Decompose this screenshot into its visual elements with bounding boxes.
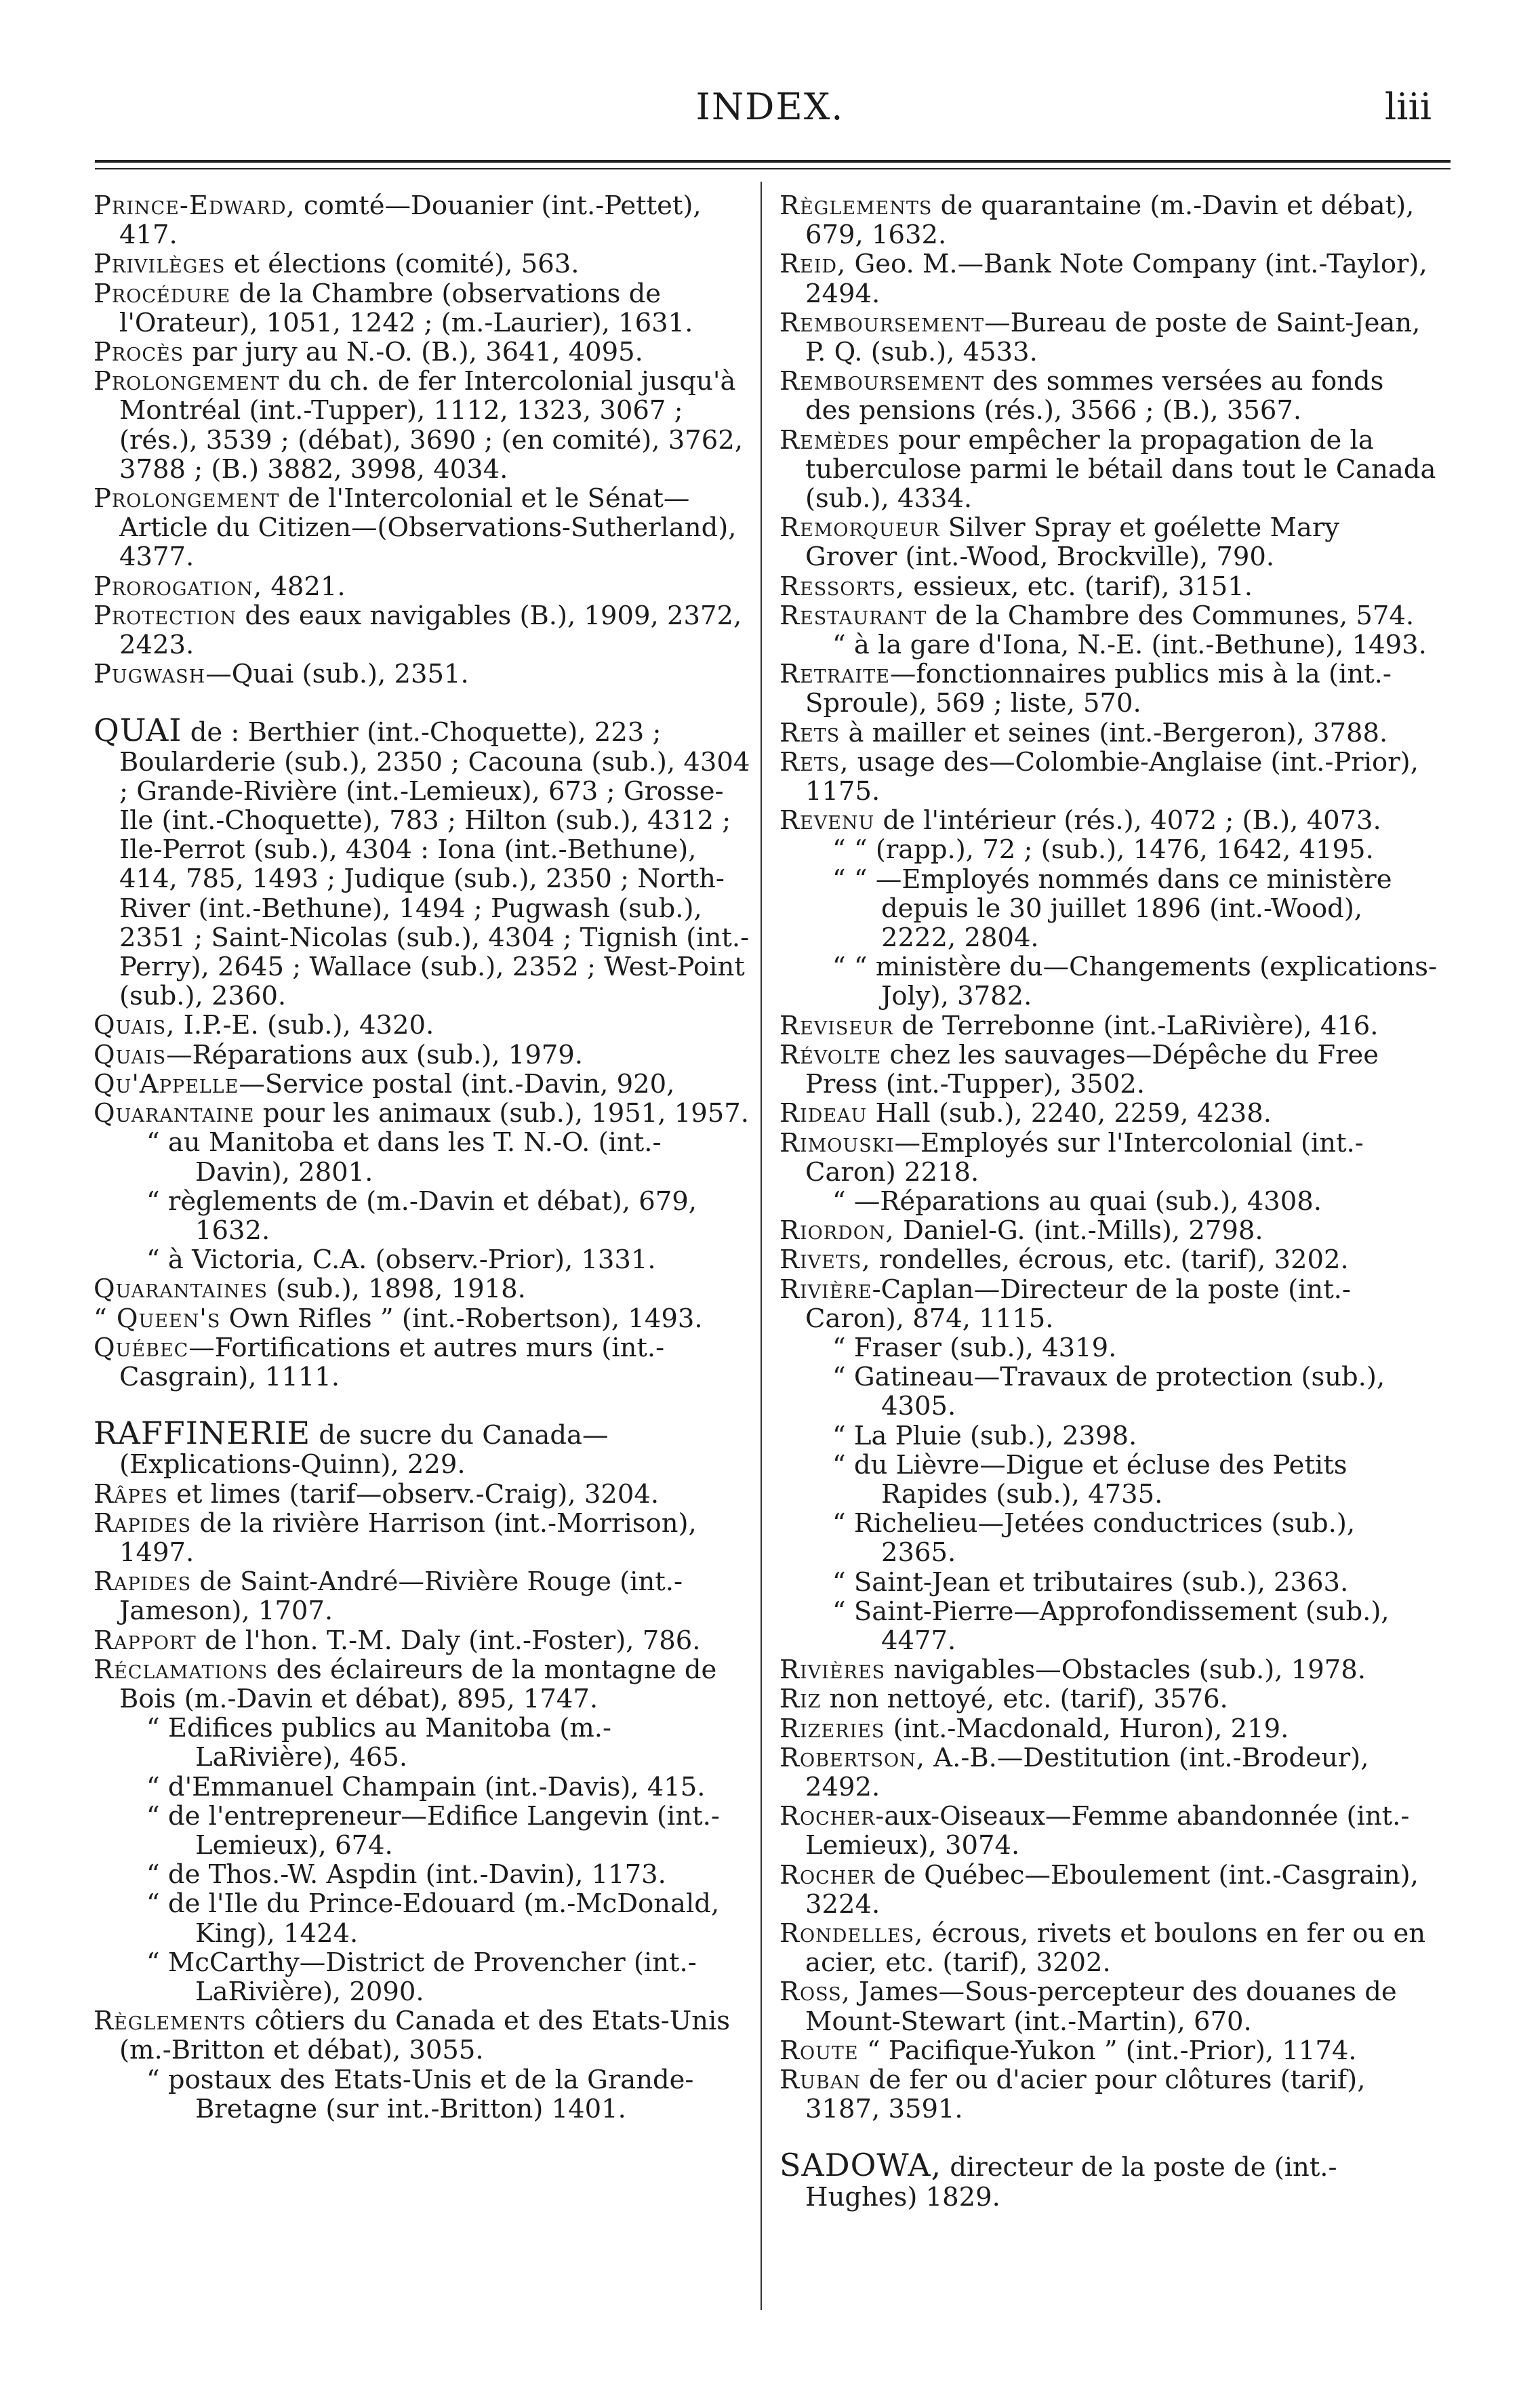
index-entry [779,1040,1437,1099]
entry-text: pour empêcher la propagation de la tuberculose parmi le bétail dans tout le Canada (sub.), 4334. [805,424,1436,514]
entry-keyword: Remboursement [779,307,985,338]
index-entry [779,426,1437,514]
entry-text: —Fortifications et autres murs (int.-Casgrain), 1111. [119,1332,665,1392]
index-entry [94,1626,751,1655]
entry-keyword: Quarantaines [94,1274,268,1305]
entry-text: “ règlements de (m.-Davin et débat), 679, 1632. [146,1186,697,1246]
entry-text: de l'hon. T.-M. Daly (int.-Foster), 786. [196,1625,701,1656]
entry-keyword: Rondelles, [779,1918,924,1949]
index-entry [94,1948,751,2006]
index-entry [779,660,1437,718]
index-entry [94,484,751,572]
entry-text: Geo. M.—Bank Note Company (int.-Taylor), 2494. [805,249,1427,309]
index-entry [779,601,1437,630]
right-column [779,191,1437,2212]
entry-keyword: Règlements [779,190,933,221]
entry-text: non nettoyé, etc. (tarif), 3576. [821,1684,1228,1715]
index-entry [779,1655,1437,1684]
entry-keyword: Rets, [779,746,849,777]
entry-keyword: Prince-Edward, [94,190,296,221]
entry-text: -aux-Oiseaux—Femme abandonnée (int.-Lemieux), 3074. [805,1801,1410,1861]
index-entry [779,2036,1437,2065]
entry-text: “ Pacifique-Yukon ” (int.-Prior), 1174. [858,2035,1357,2066]
index-entry [94,1567,751,1625]
index-entry [94,1415,751,1480]
entry-keyword: Reid, [779,249,847,280]
entry-text: de fer ou d'acier pour clôtures (tarif), 3187, 3591. [805,2065,1366,2125]
entry-keyword: Remboursement [779,366,985,397]
header-rule [95,160,1451,163]
index-entry [779,1362,1437,1421]
entry-keyword: Privilèges [94,249,226,280]
column-divider [761,182,762,2310]
entry-text: “ Saint-Jean et tributaires (sub.), 2363. [832,1566,1349,1598]
entry-text: “ Edifices publics au Manitoba (m.-LaRivière), 465. [146,1713,612,1773]
index-entry [94,601,751,660]
entry-keyword: Rocher [779,1801,876,1832]
entry-text: “ à la gare d'Iona, N.-E. (int.-Bethune), 1493. [832,630,1427,661]
entry-text: de sucre du Canada—(Explications-Quinn), 229. [119,1420,609,1480]
entry-text: de l'Intercolonial et le Sénat—Article du Citizen—(Observations-Sutherland), 4377. [119,483,737,573]
entry-text: chez les sauvages—Dépêche du Free Press (int.-Tupper), 3502. [805,1039,1379,1100]
entry-keyword: Rets [779,717,840,748]
index-entry [94,1070,751,1099]
entry-keyword: SADOWA, [779,2147,942,2184]
index-entry [779,513,1437,571]
index-entry [779,1597,1437,1655]
page-title: INDEX. [695,85,845,128]
entry-text: des eaux navigables (B.), 1909, 2372, 2423. [119,600,742,661]
index-entry [779,1333,1437,1362]
page-header [0,85,1540,140]
entry-keyword: Prorogation, [94,571,263,602]
index-entry [94,1889,751,1947]
index-entry [779,835,1437,864]
entry-keyword: Prolongement [94,483,280,514]
index-entry [94,660,751,689]
entry-text: “ de l'entrepreneur—Edifice Langevin (int.-Lemieux), 674. [146,1800,720,1861]
index-entry [779,630,1437,660]
entry-text: des éclaireurs de la montagne de Bois (m.-Davin et débat), 895, 1747. [119,1654,717,1714]
entry-text: de Saint-André—Rivière Rouge (int.-Jameson), 1707. [119,1566,683,1627]
index-entry [779,1861,1437,1919]
index-entry [779,1421,1437,1451]
entry-text: de quarantaine (m.-Davin et débat), 679, 1632. [805,190,1415,251]
entry-keyword: Règlements [94,2006,247,2037]
entry-text: I.P.-E. (sub.), 4320. [175,1010,434,1041]
index-entry [779,1714,1437,1743]
index-entry [94,1655,751,1714]
entry-text: par jury au N.-O. (B.), 3641, 4095. [184,337,643,368]
entry-text: Own Rifles ” (int.-Robertson), 1493. [220,1303,703,1334]
entry-text: —Quai (sub.), 2351. [205,659,469,690]
section-gap [94,689,751,716]
entry-text: “ La Pluie (sub.), 2398. [832,1420,1137,1451]
entry-keyword: Reviseur [779,1010,894,1041]
entry-text: “ “ (rapp.), 72 ; (sub.), 1476, 1642, 4195. [832,834,1374,866]
entry-text: directeur de la poste de (int.-Hughes) 1829. [805,2152,1337,2212]
entry-keyword: QUAI [94,712,182,749]
index-entry [779,748,1437,806]
entry-keyword: Riz [779,1684,822,1715]
entry-keyword: Râpes [94,1478,168,1510]
entry-keyword: Rivière [779,1274,872,1305]
entry-text: “ “ —Employés nommés dans ce ministère depuis le 30 juillet 1896 (int.-Wood), 2222, 2804. [832,864,1392,954]
entry-keyword: Rapides [94,1507,192,1539]
index-entry [779,719,1437,748]
index-entry [94,1040,751,1070]
index-entry [94,249,751,279]
left-column [94,191,751,2124]
entry-text: —Réparations aux (sub.), 1979. [166,1039,584,1070]
index-entry [779,308,1437,367]
index-entry [94,279,751,338]
entry-text: “ de Thos.-W. Aspdin (int.-Davin), 1173. [146,1859,666,1890]
entry-text: “ du Lièvre—Digue et écluse des Petits Rapides (sub.), 4735. [832,1449,1348,1510]
entry-text: à mailler et seines (int.-Bergeron), 3788. [840,717,1388,748]
index-entry [779,1509,1437,1567]
entry-keyword: Qu'Appelle [94,1068,239,1099]
index-entry [94,1480,751,1509]
index-entry [94,338,751,367]
index-entry [779,1802,1437,1860]
index-entry [779,1743,1437,1802]
entry-keyword: Réclamations [94,1654,268,1685]
entry-keyword: Restaurant [779,600,927,631]
entry-text: “ postaux des Etats-Unis et de la Grande-Bretagne (sur int.-Britton) 1401. [146,2064,694,2124]
entry-text: “ Saint-Pierre—Approfondissement (sub.), 4477. [832,1596,1390,1656]
index-entry [779,2065,1437,2124]
entry-text: du ch. de fer Intercolonial jusqu'à Montréal (int.-Tupper), 1112, 1323, 3067 ; (rés.), 3539 ; (débat), 3690 ; (en comité), 3762, 3788 ; (B.) 3882, 3998, 4034. [119,366,743,485]
entry-text: “ à Victoria, C.A. (observ.-Prior), 1331. [146,1244,656,1276]
entry-text: —Service postal (int.-Davin, 920, [239,1068,675,1099]
entry-text: “ de l'Ile du Prince-Edouard (m.-McDonald, King), 1424. [146,1888,720,1949]
entry-text: (sub.), 1898, 1918. [267,1274,526,1305]
entry-text: pour les animaux (sub.), 1951, 1957. [254,1098,749,1129]
entry-text: de : Berthier (int.-Choquette), 223 ; Boularderie (sub.), 2350 ; Cacouna (sub.), 4304 ; Grande-Rivière (int.-Lemieux), 673 ; Grosse-Ile (int.-Choquette), 783 ; Hilton (sub.), 4312 ; Ile-Perrot (sub.), 4304 : Iona (int.-Bethune), 414, 785, 1493 ; Judique (sub.), 2350 ; North-River (int.-Bethune), 1494 ; Pugwash (sub.), 2351 ; Saint-Nicolas (sub.), 4304 ; Tignish (int.-Perry), 2645 ; Wallace (sub.), 2352 ; West-Point (sub.), 2360. [119,717,750,1012]
index-entry [94,1333,751,1392]
entry-keyword: Procès [94,337,184,368]
entry-keyword: Rivets, [779,1244,871,1276]
index-entry [779,1684,1437,1714]
index-entry [779,1568,1437,1597]
entry-text: de l'intérieur (rés.), 4072 ; (B.), 4073. [874,805,1381,836]
entry-text: de la rivière Harrison (int.-Morrison), 1497. [119,1507,697,1568]
entry-keyword: Rapides [94,1566,192,1598]
entry-text: —Employés sur l'Intercolonial (int.-Caron) 2218. [805,1127,1364,1188]
entry-text: Daniel-G. (int.-Mills), 2798. [894,1215,1263,1247]
entry-text: Hall (sub.), 2240, 2259, 4238. [867,1098,1272,1129]
entry-text: Silver Spray et goélette Mary Grover (int.-Wood, Brockville), 790. [805,512,1339,573]
entry-text: de la Chambre des Communes, 574. [927,600,1415,631]
entry-keyword: RAFFINERIE [94,1415,311,1452]
entry-text: essieux, etc. (tarif), 3151. [904,571,1253,602]
index-entry [94,1099,751,1128]
entry-text: de Québec—Eboulement (int.-Casgrain), 3224. [805,1859,1419,1920]
entry-text: côtiers du Canada et des Etats-Unis (m.-Britton et débat), 3055. [119,2006,731,2066]
entry-keyword: Quais [94,1039,167,1070]
entry-keyword: Riordon, [779,1215,895,1247]
index-entry [94,712,751,1012]
entry-text: navigables—Obstacles (sub.), 1978. [885,1655,1366,1686]
entry-text: —fonctionnaires publics mis à la (int.-Sproule), 569 ; liste, 570. [805,659,1392,719]
entry-keyword: Ross, [779,1977,851,2008]
entry-keyword: Route [779,2035,859,2066]
entry-keyword: Ressorts, [779,571,905,602]
entry-keyword: Quarantaine [94,1098,255,1129]
index-entry [94,1128,751,1186]
index-entry [94,367,751,484]
entry-text: (int.-Macdonald, Huron), 219. [885,1713,1289,1744]
entry-text: James—Sous-percepteur des douanes de Mount-Stewart (int.-Martin), 670. [805,1977,1397,2037]
index-entry [779,1099,1437,1128]
entry-keyword: Procédure [94,278,231,309]
entry-keyword: Pugwash [94,659,206,690]
entry-text: A.-B.—Destitution (int.-Brodeur), 2492. [805,1742,1369,1802]
index-entry [779,191,1437,249]
index-entry [779,1451,1437,1509]
entry-keyword: Remèdes [779,424,890,456]
entry-keyword: Quais, [94,1010,176,1041]
entry-keyword: Revenu [779,805,875,836]
entry-keyword: “ Queen's [94,1303,221,1334]
entry-text: de Terrebonne (int.-LaRivière), 416. [893,1010,1379,1041]
index-entry [779,952,1437,1011]
index-entry [94,1773,751,1802]
entry-text: “ —Réparations au quai (sub.), 4308. [832,1186,1322,1217]
header-rule-thin [95,168,1451,169]
index-entry [94,1802,751,1860]
entry-text: -Caplan—Directeur de la poste (int.-Caron), 874, 1115. [805,1274,1351,1334]
entry-text: “ d'Emmanuel Champain (int.-Davis), 415. [146,1771,706,1802]
index-entry [779,1216,1437,1245]
entry-text: “ Gatineau—Travaux de protection (sub.), 4305. [832,1362,1385,1422]
index-entry [94,1304,751,1333]
entry-text: “ McCarthy—District de Provencher (int.-LaRivière), 2090. [146,1947,697,2007]
index-entry [779,1977,1437,2036]
entry-text: des sommes versées au fonds des pensions (rés.), 3566 ; (B.), 3567. [805,366,1384,426]
entry-keyword: Remorqueur [779,512,940,544]
index-entry [779,1245,1437,1274]
entry-keyword: Ruban [779,2065,861,2095]
index-entry [779,1129,1437,1187]
entry-text: et élections (comité), 563. [225,249,580,280]
entry-text: écrous, rivets et boulons en fer ou en acier, etc. (tarif), 3202. [805,1918,1426,1979]
entry-keyword: Prolongement [94,366,280,397]
entry-keyword: Québec [94,1332,189,1363]
index-entry [94,572,751,601]
entry-text: rondelles, écrous, etc. (tarif), 3202. [870,1244,1349,1276]
page-number: liii [1384,85,1432,128]
entry-text: de la Chambre (observations de l'Orateur), 1051, 1242 ; (m.-Laurier), 1631. [119,278,693,338]
index-entry [94,1714,751,1772]
index-entry [779,572,1437,601]
index-entry [94,191,751,249]
index-entry [779,367,1437,425]
index-entry [779,2147,1437,2212]
entry-text: comté—Douanier (int.-Pettet), 417. [119,190,702,251]
index-entry [94,1011,751,1040]
index-entry [94,1245,751,1274]
index-entry [779,865,1437,953]
entry-keyword: Protection [94,600,237,631]
index-entry [94,2006,751,2065]
index-entry [94,1860,751,1889]
entry-text: “ Richelieu—Jetées conductrices (sub.), 2365. [832,1508,1356,1569]
index-entry [779,1275,1437,1333]
entry-keyword: Retraite [779,659,890,690]
entry-text: —Bureau de poste de Saint-Jean, P. Q. (sub.), 4533. [805,307,1421,368]
entry-keyword: Rivières [779,1655,886,1686]
entry-text: usage des—Colombie-Anglaise (int.-Prior), 1175. [805,746,1419,807]
entry-keyword: Robertson, [779,1742,926,1773]
index-entry [94,2065,751,2124]
entry-text: “ “ ministère du—Changements (explications-Joly), 3782. [832,952,1437,1012]
entry-text: 4821. [262,571,346,602]
entry-text: et limes (tarif—observ.-Craig), 3204. [167,1478,660,1510]
entry-keyword: Révolte [779,1039,882,1070]
index-entry [779,1187,1437,1216]
entry-keyword: Rizeries [779,1713,885,1744]
index-entry [779,1919,1437,1977]
entry-text: “ Fraser (sub.), 4319. [832,1332,1117,1363]
index-entry [94,1509,751,1567]
index-entry [779,1011,1437,1040]
index-entry [779,249,1437,308]
entry-keyword: Rapport [94,1625,197,1656]
entry-keyword: Rocher [779,1859,876,1890]
index-entry [94,1187,751,1245]
entry-keyword: Rideau [779,1098,868,1129]
index-entry [94,1274,751,1303]
entry-keyword: Rimouski [779,1127,895,1158]
index-entry [779,806,1437,835]
entry-text: “ au Manitoba et dans les T. N.-O. (int.-Davin), 2801. [146,1127,662,1188]
